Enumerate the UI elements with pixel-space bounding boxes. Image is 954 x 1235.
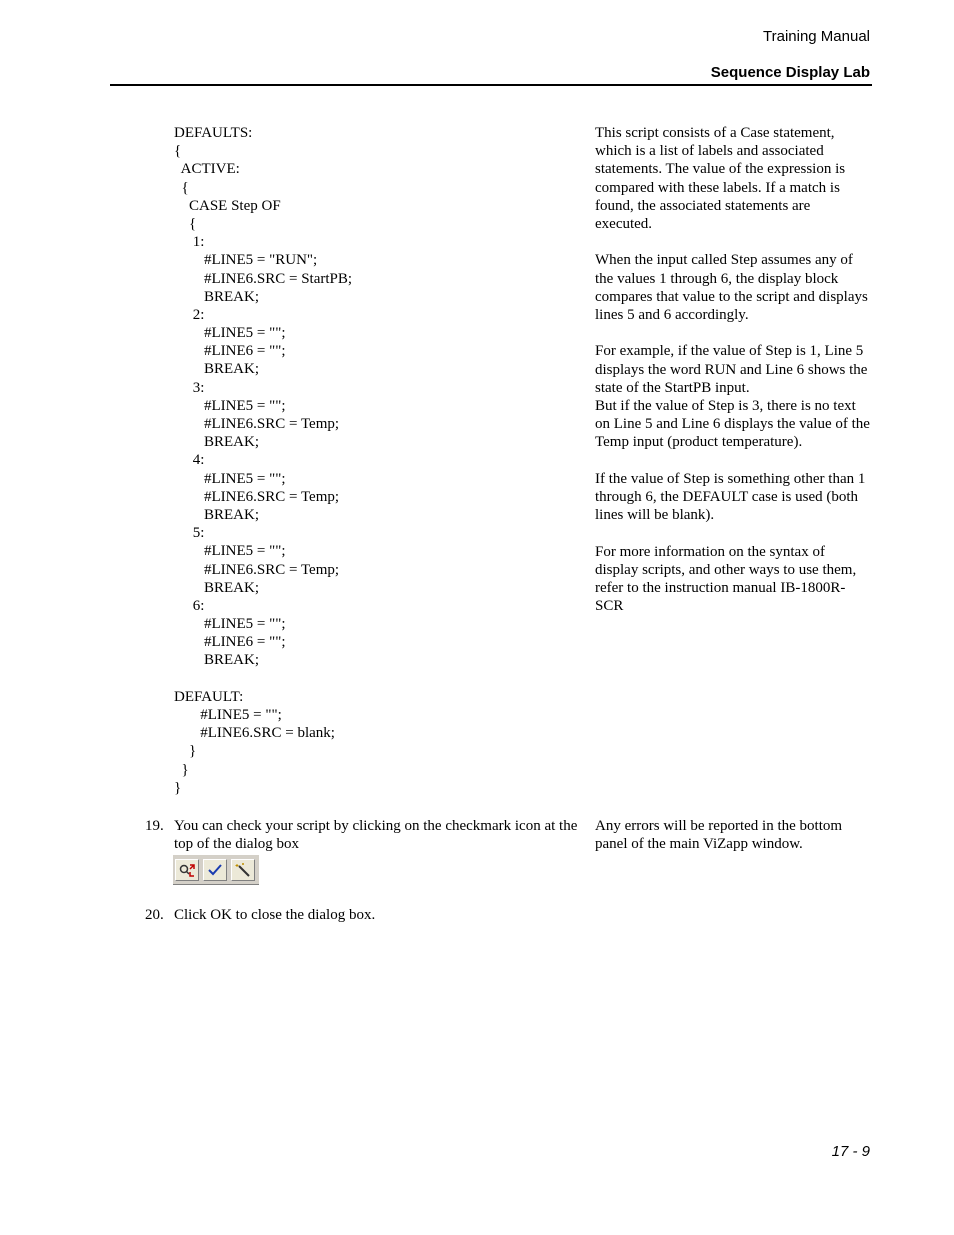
checkmark-icon[interactable] (203, 859, 227, 881)
code-line: 4: (174, 452, 205, 469)
explanation-paragraph: This script consists of a Case statement, which is a list of labels and associated statements. The value of the expression is compared with these labels. If a match is found, the associated statements are executed. (595, 125, 846, 233)
code-line: { (174, 215, 197, 232)
code-line: #LINE5 = ""; (174, 543, 286, 560)
code-line: DEFAULTS: (174, 125, 253, 141)
explanation-column (595, 124, 870, 615)
code-line: #LINE5 = "RUN"; (174, 252, 318, 269)
code-line: #LINE6.SRC = blank; (174, 725, 335, 742)
code-line: CASE Step OF (174, 197, 281, 214)
code-listing (174, 124, 352, 797)
code-line: #LINE6.SRC = Temp; (174, 488, 340, 505)
code-line: ACTIVE: (174, 161, 240, 178)
code-line: BREAK; (174, 579, 260, 596)
find-replace-icon[interactable] (175, 859, 199, 881)
explanation-paragraph: For more information on the syntax of display scripts, and other ways to use them, refer to the instruction manual IB-1800R-SCR (595, 543, 857, 615)
step-number: 19. (145, 818, 164, 834)
step-note: Any errors will be reported in the bottom panel of the main ViZapp window. (595, 818, 843, 853)
code-line: { (174, 143, 182, 160)
code-line: #LINE6 = ""; (174, 343, 286, 360)
script-toolbar (173, 855, 259, 885)
code-line: DEFAULT: (174, 688, 244, 705)
code-line: 6: (174, 597, 205, 614)
explanation-paragraph: If the value of Step is something other than 1 through 6, the DEFAULT case is used (both lines will be blank). (595, 470, 866, 524)
code-line: #LINE6.SRC = Temp; (174, 561, 340, 578)
step-number: 20. (145, 907, 164, 923)
code-line: #LINE6 = ""; (174, 634, 286, 651)
page-number: 17 - 9 (831, 1143, 870, 1160)
code-line (174, 670, 352, 688)
step-text: Click OK to close the dialog box. (174, 907, 376, 923)
code-line: { (174, 179, 189, 196)
code-line: #LINE5 = ""; (174, 470, 286, 487)
code-line: } (174, 779, 182, 796)
code-line: #LINE6.SRC = StartPB; (174, 270, 353, 287)
magic-wand-icon[interactable] (231, 859, 255, 881)
step-text: You can check your script by clicking on the checkmark icon at the top of the dialog box (174, 818, 578, 853)
explanation-paragraph: But if the value of Step is 3, there is no text on Line 5 and Line 6 displays the value of the Temp input (product temperature). (595, 398, 870, 451)
code-line: #LINE5 = ""; (174, 325, 286, 342)
header-subtitle: Sequence Display Lab (710, 64, 870, 81)
code-line: #LINE6.SRC = Temp; (174, 416, 340, 432)
explanation-paragraph: For example, if the value of Step is 1, Line 5 displays the word RUN and Line 6 shows the state of the StartPB input. (595, 343, 868, 396)
code-line: #LINE5 = ""; (174, 616, 286, 633)
code-line: BREAK; (174, 652, 260, 669)
code-line: } (174, 743, 197, 760)
code-line: BREAK; (174, 434, 260, 451)
code-line: #LINE5 = ""; (174, 707, 282, 723)
code-line: 1: (174, 234, 205, 251)
code-line: 5: (174, 525, 205, 542)
header-title: Training Manual (763, 28, 870, 45)
explanation-paragraph: When the input called Step assumes any of the values 1 through 6, the display block compares that value to the script and displays lines 5 and 6 accordingly. (595, 252, 868, 324)
code-line: BREAK; (174, 288, 260, 305)
header-rule (110, 84, 872, 86)
code-line: 3: (174, 379, 205, 396)
code-line: BREAK; (174, 506, 260, 523)
code-line: } (174, 761, 189, 778)
code-line: #LINE5 = ""; (174, 397, 286, 414)
code-line: 2: (174, 306, 205, 323)
code-line: BREAK; (174, 361, 260, 378)
